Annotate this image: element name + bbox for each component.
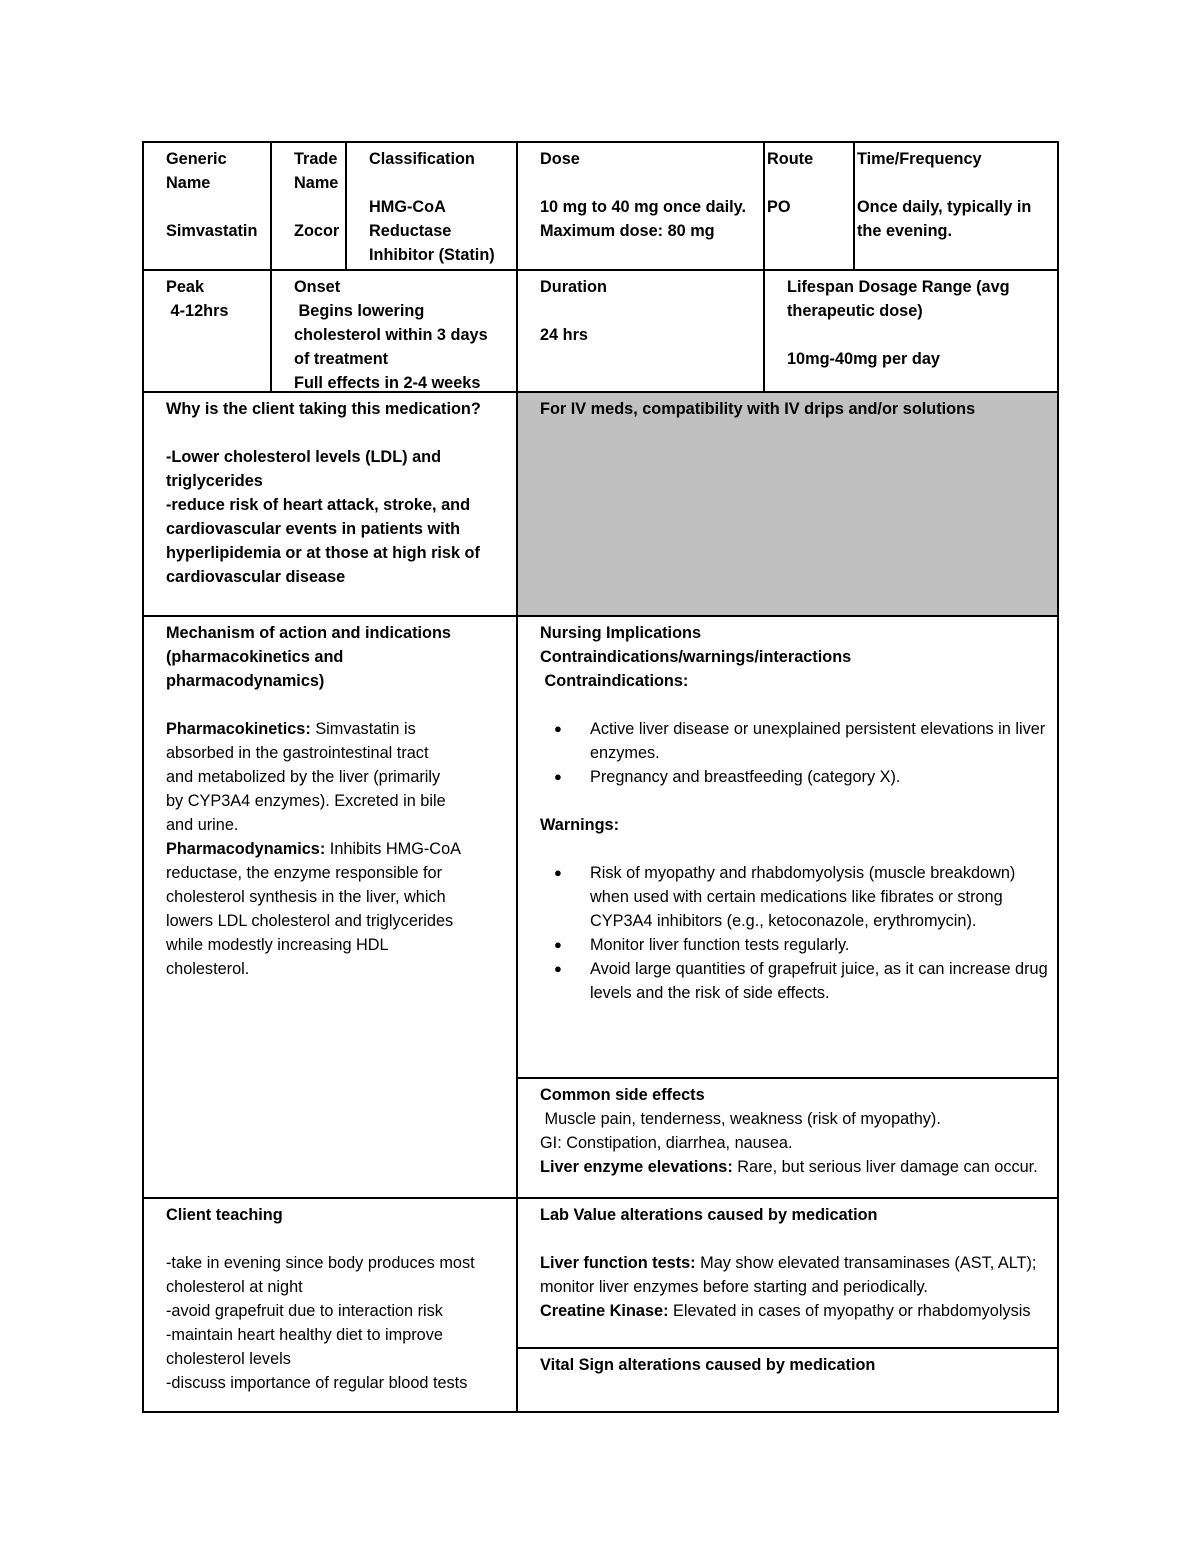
side-effects-cell <box>516 1077 1059 1199</box>
teaching-line-5: cholesterol levels <box>166 1350 291 1368</box>
lifespan-label-1: Lifespan Dosage Range (avg <box>787 278 1010 296</box>
why-line-3: -reduce risk of heart attack, stroke, and <box>166 496 471 514</box>
side-effects-line-2: GI: Constipation, diarrhea, nausea. <box>540 1134 793 1152</box>
contraindications-warnings-label: Contraindications/warnings/interactions <box>540 648 852 666</box>
pd-line-3: cholesterol synthesis in the liver, which <box>166 888 446 906</box>
warning-item: ● Risk of myopathy and rhabdomyolysis (muscle breakdown) when used with certain medications like fibrates or strong CYP3A4 inhibitors (e.g., ketoconazole, erythromycin). <box>540 861 1049 933</box>
dose-label: Dose <box>540 150 580 168</box>
why-line-6: cardiovascular disease <box>166 568 346 586</box>
generic-name-cell <box>142 141 272 271</box>
vital-signs-cell <box>516 1347 1059 1413</box>
onset-label: Onset <box>294 278 341 296</box>
classification-value-3: Inhibitor (Statin) <box>369 246 495 264</box>
onset-cell <box>270 269 518 393</box>
trade-value: Zocor <box>294 222 340 240</box>
pd-line-2: reductase, the enzyme responsible for <box>166 864 443 882</box>
classification-cell <box>345 141 518 271</box>
duration-label: Duration <box>540 278 607 296</box>
lifespan-value: 10mg-40mg per day <box>787 350 940 368</box>
onset-value-1: Begins lowering <box>294 302 425 320</box>
pharmacokinetics-label: Pharmacokinetics: <box>166 720 311 738</box>
contraindications-list <box>540 717 1049 789</box>
lifespan-label-2: therapeutic dose) <box>787 302 923 320</box>
teaching-line-2: cholesterol at night <box>166 1278 303 1296</box>
warnings-list <box>540 861 1049 1005</box>
classification-value-2: Reductase <box>369 222 452 240</box>
classification-label: Classification <box>369 150 475 168</box>
client-teaching-cell <box>142 1197 518 1413</box>
warnings-label: Warnings: <box>540 816 619 834</box>
liver-function-text: May show elevated transaminases (AST, ALT); monitor liver enzymes before starting and periodically. <box>540 1254 1037 1296</box>
why-taking-cell <box>142 391 518 617</box>
duration-cell <box>516 269 765 393</box>
frequency-label: Time/Frequency <box>857 150 982 168</box>
pd-line-4: lowers LDL cholesterol and triglycerides <box>166 912 454 930</box>
iv-compatibility-label: For IV meds, compatibility with IV drips and/or solutions <box>540 400 976 418</box>
creatine-kinase-text: Elevated in cases of myopathy or rhabdomyolysis <box>668 1302 1031 1320</box>
trade-name-cell <box>270 141 347 271</box>
iv-compatibility-cell <box>516 391 1059 617</box>
lifespan-dosage-cell <box>763 269 1059 393</box>
route-value: PO <box>767 198 791 216</box>
trade-label-2: Name <box>294 174 339 192</box>
onset-value-4: Full effects in 2-4 weeks <box>294 374 481 392</box>
why-taking-label: Why is the client taking this medication? <box>166 400 481 418</box>
teaching-line-3: -avoid grapefruit due to interaction risk <box>166 1302 443 1320</box>
pk-line-1: Simvastatin is <box>310 720 416 738</box>
onset-value-2: cholesterol within 3 days <box>294 326 488 344</box>
why-line-2: triglycerides <box>166 472 263 490</box>
nursing-implications-cell <box>516 615 1059 1079</box>
onset-value-3: of treatment <box>294 350 389 368</box>
teaching-line-1: -take in evening since body produces most <box>166 1254 475 1272</box>
peak-cell <box>142 269 272 393</box>
client-teaching-label: Client teaching <box>166 1206 283 1224</box>
mechanism-cell <box>142 615 518 1199</box>
route-label: Route <box>767 150 814 168</box>
frequency-value-2: the evening. <box>857 222 952 240</box>
lab-values-cell <box>516 1197 1059 1349</box>
pharmacodynamics-label: Pharmacodynamics: <box>166 840 326 858</box>
pd-line-1: Inhibits HMG-CoA <box>325 840 461 858</box>
dose-cell <box>516 141 765 271</box>
why-line-5: hyperlipidemia or at those at high risk of <box>166 544 480 562</box>
dose-value-2: Maximum dose: 80 mg <box>540 222 715 240</box>
generic-label: Generic <box>166 150 227 168</box>
frequency-value-1: Once daily, typically in <box>857 198 1032 216</box>
creatine-kinase-label: Creatine Kinase: <box>540 1302 669 1320</box>
teaching-line-6: -discuss importance of regular blood tests <box>166 1374 468 1392</box>
peak-label: Peak <box>166 278 205 296</box>
pk-line-4: by CYP3A4 enzymes). Excreted in bile <box>166 792 446 810</box>
liver-enzyme-text: Rare, but serious liver damage can occur. <box>732 1158 1038 1176</box>
mechanism-label-1: Mechanism of action and indications <box>166 624 451 642</box>
generic-value: Simvastatin <box>166 222 258 240</box>
classification-value-1: HMG-CoA <box>369 198 446 216</box>
trade-label: Trade <box>294 150 338 168</box>
pk-line-2: absorbed in the gastrointestinal tract <box>166 744 429 762</box>
contraindications-label: Contraindications: <box>540 672 689 690</box>
warning-item: ● Monitor liver function tests regularly. <box>540 933 1049 957</box>
contraindication-item: ● Pregnancy and breastfeeding (category X). <box>540 765 1049 789</box>
frequency-cell <box>853 141 1059 271</box>
side-effects-label: Common side effects <box>540 1086 705 1104</box>
route-cell <box>763 141 855 271</box>
pk-line-5: and urine. <box>166 816 239 834</box>
why-line-4: cardiovascular events in patients with <box>166 520 461 538</box>
pd-line-5: while modestly increasing HDL <box>166 936 389 954</box>
peak-value: 4-12hrs <box>166 302 229 320</box>
duration-value: 24 hrs <box>540 326 588 344</box>
contraindication-item: ● Active liver disease or unexplained persistent elevations in liver enzymes. <box>540 717 1049 765</box>
teaching-line-4: -maintain heart healthy diet to improve <box>166 1326 443 1344</box>
liver-function-label: Liver function tests: <box>540 1254 696 1272</box>
mechanism-label-2: (pharmacokinetics and <box>166 648 344 666</box>
mechanism-label-3: pharmacodynamics) <box>166 672 325 690</box>
pk-line-3: and metabolized by the liver (primarily <box>166 768 441 786</box>
nursing-label: Nursing Implications <box>540 624 702 642</box>
lab-values-label: Lab Value alterations caused by medication <box>540 1206 878 1224</box>
vital-signs-label: Vital Sign alterations caused by medication <box>540 1356 876 1374</box>
warning-item: ● Avoid large quantities of grapefruit juice, as it can increase drug levels and the risk of side effects. <box>540 957 1049 1005</box>
dose-value-1: 10 mg to 40 mg once daily. <box>540 198 746 216</box>
pd-line-6: cholesterol. <box>166 960 250 978</box>
generic-label-2: Name <box>166 174 211 192</box>
side-effects-line-1: Muscle pain, tenderness, weakness (risk of myopathy). <box>540 1110 941 1128</box>
why-line-1: -Lower cholesterol levels (LDL) and <box>166 448 442 466</box>
liver-enzyme-label: Liver enzyme elevations: <box>540 1158 733 1176</box>
